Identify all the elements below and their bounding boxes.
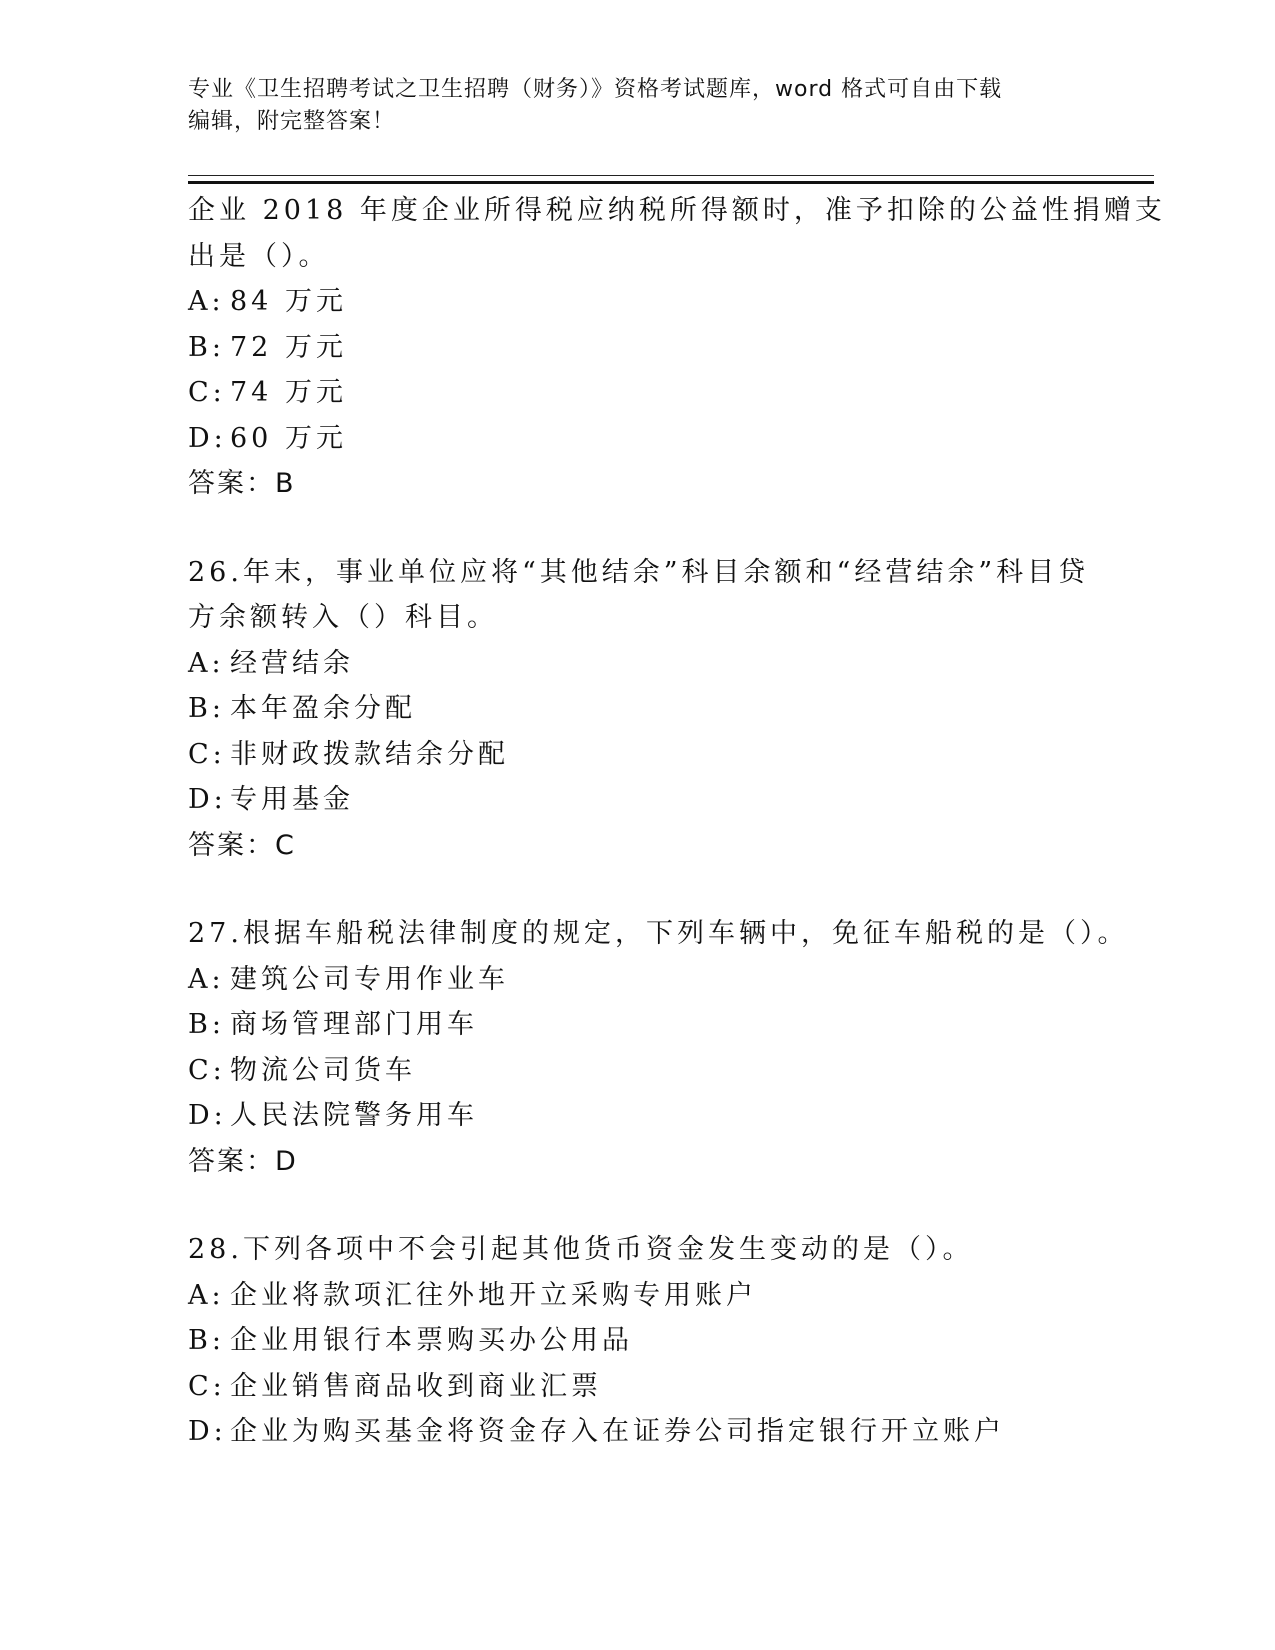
option-text: 建筑公司专用作业车 bbox=[230, 963, 509, 995]
option-label: A: bbox=[188, 963, 225, 995]
option-a bbox=[188, 1273, 1088, 1319]
option-label: D: bbox=[188, 1416, 227, 1447]
question-stem-line: 28.下列各项中不会引起其他货币资金发生变动的是（）。 bbox=[188, 1234, 974, 1265]
answer-line: 答案：C bbox=[188, 829, 296, 861]
answer-line: 答案：D bbox=[188, 1145, 298, 1177]
option-label: B: bbox=[188, 693, 225, 724]
spacer bbox=[188, 507, 1088, 550]
option-text: 84 万元 bbox=[230, 286, 347, 317]
option-label: B: bbox=[188, 1325, 225, 1356]
option-label: A: bbox=[188, 1279, 225, 1311]
option-b bbox=[188, 325, 1088, 371]
option-label: C: bbox=[188, 377, 226, 408]
question-25 bbox=[188, 188, 1166, 507]
option-text: 物流公司货车 bbox=[230, 1054, 416, 1086]
option-text: 74 万元 bbox=[230, 377, 347, 408]
option-c bbox=[188, 732, 1088, 778]
option-b bbox=[188, 686, 1088, 732]
option-label: D: bbox=[188, 1100, 227, 1131]
header-line-2: 编辑，附完整答案！ bbox=[188, 109, 396, 134]
option-label: D: bbox=[188, 422, 227, 454]
document-header bbox=[188, 74, 1088, 138]
option-c bbox=[188, 370, 1088, 416]
question-stem-line: 26.年末，事业单位应将“其他结余”科目余额和“经营结余”科目贷 bbox=[188, 556, 1090, 588]
option-text: 企业为购买基金将资金存入在证券公司指定银行开立账户 bbox=[230, 1416, 1005, 1447]
option-label: D: bbox=[188, 784, 227, 815]
header-line-1: 专业《卫生招聘考试之卫生招聘（财务）》资格考试题库，word 格式可自由下载 bbox=[188, 77, 1003, 102]
option-label: B: bbox=[188, 331, 225, 363]
option-d bbox=[188, 416, 1088, 462]
option-text: 专用基金 bbox=[230, 784, 354, 815]
option-label: A: bbox=[188, 647, 225, 679]
question-27 bbox=[188, 911, 1129, 1184]
option-a bbox=[188, 279, 1088, 325]
question-stem-line: 企业 2018 年度企业所得税应纳税所得额时，准予扣除的公益性捐赠支 bbox=[188, 195, 1166, 226]
option-label: C: bbox=[188, 1054, 226, 1086]
option-text: 非财政拨款结余分配 bbox=[230, 738, 509, 770]
option-label: C: bbox=[188, 1370, 226, 1402]
question-stem-line: 27.根据车船税法律制度的规定，下列车辆中，免征车船税的是（）。 bbox=[188, 918, 1129, 949]
question-stem-line: 方余额转入（）科目。 bbox=[188, 602, 498, 633]
option-c bbox=[188, 1048, 1088, 1094]
option-text: 商场管理部门用车 bbox=[230, 1009, 478, 1040]
question-26 bbox=[188, 550, 1088, 869]
spacer bbox=[188, 868, 1088, 911]
header-divider-thin bbox=[188, 175, 1154, 176]
option-text: 企业用银行本票购买办公用品 bbox=[230, 1325, 633, 1356]
option-text: 60 万元 bbox=[230, 422, 347, 454]
option-text: 本年盈余分配 bbox=[230, 693, 416, 724]
option-d bbox=[188, 777, 1088, 823]
spacer bbox=[188, 1184, 1088, 1227]
option-text: 企业销售商品收到商业汇票 bbox=[230, 1370, 602, 1402]
option-b bbox=[188, 1002, 1088, 1048]
header-divider-thick bbox=[188, 181, 1154, 184]
option-label: B: bbox=[188, 1009, 225, 1040]
option-label: A: bbox=[188, 286, 225, 317]
option-a bbox=[188, 957, 1088, 1003]
option-b bbox=[188, 1318, 1088, 1364]
option-text: 企业将款项汇往外地开立采购专用账户 bbox=[230, 1279, 757, 1311]
option-text: 人民法院警务用车 bbox=[230, 1100, 478, 1131]
option-text: 经营结余 bbox=[230, 647, 354, 679]
question-list bbox=[188, 188, 1166, 1455]
option-d bbox=[188, 1093, 1088, 1139]
option-d bbox=[188, 1409, 1088, 1455]
option-label: C: bbox=[188, 738, 226, 770]
question-28 bbox=[188, 1227, 1088, 1455]
answer-line: 答案：B bbox=[188, 468, 296, 499]
option-text: 72 万元 bbox=[230, 331, 347, 363]
option-c bbox=[188, 1364, 1088, 1410]
question-stem-line: 出是（）。 bbox=[188, 240, 330, 272]
option-a bbox=[188, 641, 1088, 687]
